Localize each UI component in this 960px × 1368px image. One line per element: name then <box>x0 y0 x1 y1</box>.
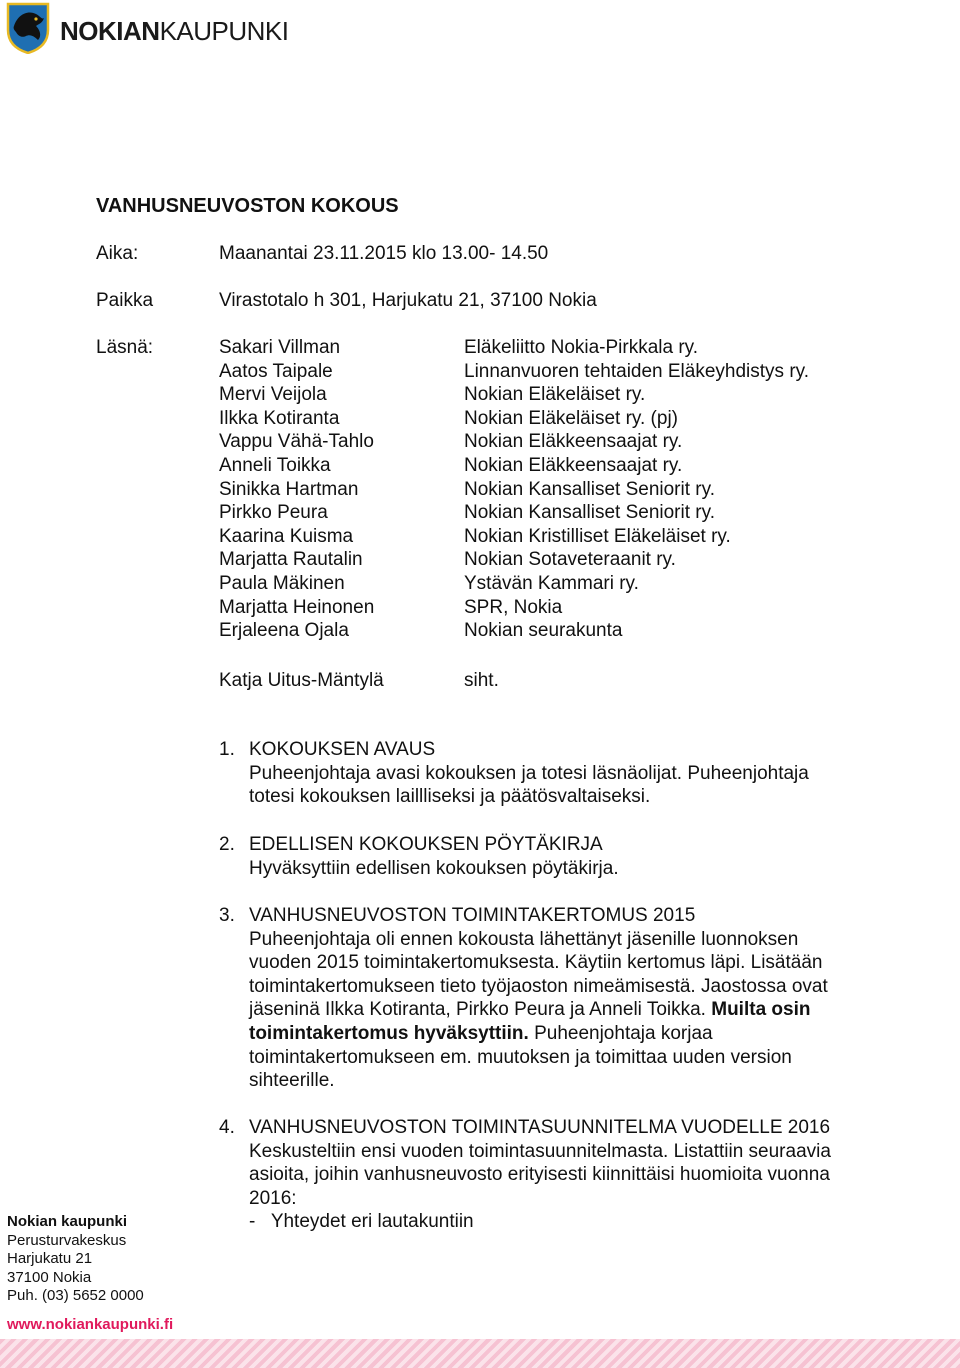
footer-unit: Perusturvakeskus <box>7 1231 127 1249</box>
attendee-org: Nokian Eläkeläiset ry. <box>464 384 646 406</box>
time-value: Maanantai 23.11.2015 klo 13.00- 14.50 <box>219 243 549 264</box>
attendee-org: Eläkeliitto Nokia-Pirkkala ry. <box>464 337 699 358</box>
item-heading: VANHUSNEUVOSTON TOIMINTAKERTOMUS 2015 <box>249 905 696 926</box>
item-text: Puheenjohtaja oli ennen kokousta lähettänyt jäsenille luonnoksen vuoden 2015 toimintakertomuksesta. Käytiin kertomus läpi. Lisätään toimintakertomukseen tieto työjaoston nimeämisestä. Jaostossa ovat jäseninä Ilkka Kotiranta, Pirkko Peura ja Anneli Toikka. <box>249 928 828 1021</box>
wordmark-bold: NOKIAN <box>60 16 160 46</box>
agenda-item-4 <box>219 1116 859 1234</box>
attendee-organizations <box>464 336 809 643</box>
attendee-org: Linnanvuoren tehtaiden Eläkeyhdistys ry. <box>464 360 810 382</box>
attendee-org: Nokian Kansalliset Seniorit ry. <box>464 478 715 500</box>
attendee-name: Paula Mäkinen <box>219 572 345 594</box>
item-text: Puheenjohtaja avasi kokouksen ja totesi läsnäolijat. Puheenjohtaja totesi kokouksen laillliseksi ja päätösvaltaiseksi. <box>249 762 809 808</box>
attendee-name: Kaarina Kuisma <box>219 525 354 547</box>
item-heading: KOKOUKSEN AVAUS <box>249 739 436 760</box>
time-label: Aika: <box>96 243 139 264</box>
item-heading: EDELLISEN KOKOUKSEN PÖYTÄKIRJA <box>249 834 603 855</box>
item-number: 1. <box>219 739 235 760</box>
attendee-name: Sinikka Hartman <box>219 478 359 500</box>
wordmark <box>60 16 288 46</box>
agenda-item-3 <box>219 904 859 1093</box>
attendee-name: Vappu Vähä-Tahlo <box>219 431 374 453</box>
item-text: Hyväksyttiin edellisen kokouksen pöytäkirja. <box>249 857 619 879</box>
attendee-org: Nokian Kristilliset Eläkeläiset ry. <box>464 525 731 547</box>
footer-city: 37100 Nokia <box>7 1268 92 1286</box>
attendee-org: SPR, Nokia <box>464 596 563 618</box>
place-label: Paikka <box>96 290 154 311</box>
footer-street: Harjukatu 21 <box>7 1250 93 1267</box>
attendee-org: Nokian Sotaveteraanit ry. <box>464 549 676 571</box>
attendee-name: Anneli Toikka <box>219 454 331 476</box>
attendee-name: Marjatta Heinonen <box>219 596 375 618</box>
wordmark-light: KAUPUNKI <box>159 16 289 46</box>
item-heading: VANHUSNEUVOSTON TOIMINTASUUNNITELMA VUODELLE 2016 <box>249 1117 831 1138</box>
footer-decorative-stripe <box>0 1339 960 1368</box>
attendee-name: Erjaleena Ojala <box>219 620 349 642</box>
item-list-entry: - Yhteydet eri lautakuntiin <box>249 1211 474 1233</box>
document-title: VANHUSNEUVOSTON KOKOUS <box>96 195 399 217</box>
attendee-name: Mervi Veijola <box>219 384 327 406</box>
footer-website-link[interactable]: www.nokiankaupunki.fi <box>7 1315 174 1333</box>
attendee-name: Pirkko Peura <box>219 502 328 524</box>
footer-phone: Puh. (03) 5652 0000 <box>7 1287 144 1304</box>
footer-contact <box>7 1213 173 1334</box>
attendee-org: Nokian Eläkkeensaajat ry. <box>464 431 683 453</box>
attendee-org: Nokian Eläkkeensaajat ry. <box>464 454 683 476</box>
secretary-name: Katja Uitus-Mäntylä <box>219 670 384 691</box>
attendee-org: Ystävän Kammari ry. <box>464 572 639 594</box>
attendee-name: Marjatta Rautalin <box>219 549 363 571</box>
item-number: 3. <box>219 905 235 926</box>
item-number: 4. <box>219 1117 235 1138</box>
attendee-name: Aatos Taipale <box>219 360 333 382</box>
item-decision: Muilta osin toimintakertomus hyväksyttiin. <box>249 999 811 1044</box>
attendee-names <box>219 336 374 643</box>
item-text: Keskusteltiin ensi vuoden toimintasuunnitelmasta. Listattiin seuraavia asioita, joihin vanhusneuvosto erityisesti kiinnittäisi huomioita vuonna 2016: <box>249 1140 831 1209</box>
place-value: Virastotalo h 301, Harjukatu 21, 37100 Nokia <box>219 290 597 311</box>
attendee-name: Sakari Villman <box>219 337 341 358</box>
agenda-item-1 <box>219 738 859 809</box>
attendance-label: Läsnä: <box>96 337 154 358</box>
attendee-org: Nokian seurakunta <box>464 620 623 642</box>
attendee-org: Nokian Kansalliset Seniorit ry. <box>464 502 715 524</box>
item-text-continued: Puheenjohtaja korjaa toimintakertomukseen em. muutoksen ja toimittaa uuden version sihteerille. <box>249 1022 792 1092</box>
item-number: 2. <box>219 834 235 855</box>
attendee-org: Nokian Eläkeläiset ry. (pj) <box>464 407 679 429</box>
footer-org: Nokian kaupunki <box>7 1213 128 1230</box>
agenda-item-2 <box>219 833 859 880</box>
secretary-role: siht. <box>464 670 499 691</box>
coat-of-arms-icon <box>6 2 50 54</box>
attendee-name: Ilkka Kotiranta <box>219 407 340 429</box>
